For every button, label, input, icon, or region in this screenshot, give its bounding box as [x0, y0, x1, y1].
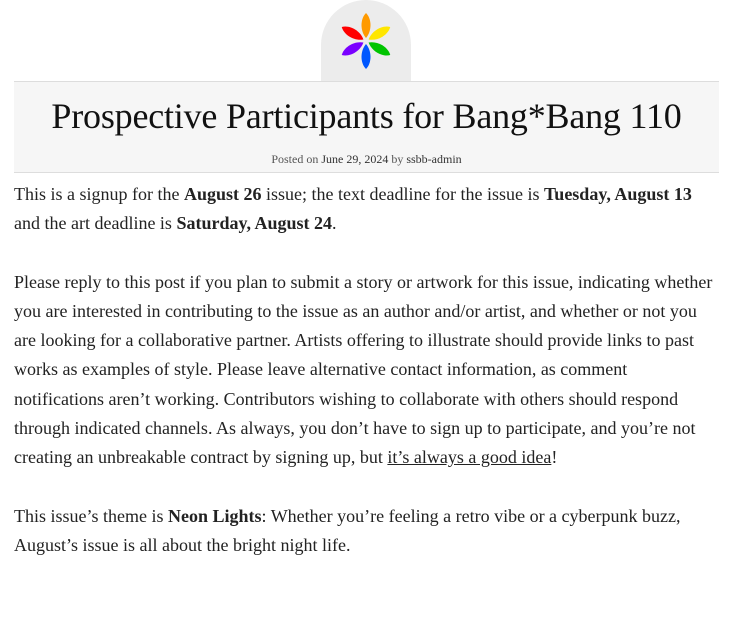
theme-name: Neon Lights [168, 505, 262, 526]
issue-date: August 26 [183, 184, 262, 204]
signup-paragraph [14, 180, 719, 239]
posted-on-label: Posted on [271, 152, 319, 166]
logo-petal [362, 44, 371, 69]
text: ! [551, 447, 558, 468]
good-idea-link[interactable]: it’s always a good idea [387, 447, 552, 468]
text: : Whether you’re feeling a retro vibe or a cyberpunk buzz, August’s issue is all about the bright night life. [14, 505, 681, 555]
by-label: by [391, 152, 404, 166]
text: . [332, 213, 337, 234]
text: issue; the text deadline for the issue is [261, 184, 544, 204]
text: and the art deadline is [14, 213, 177, 234]
post-header [14, 81, 719, 173]
text: Please reply to this post if you plan to submit a story or artwork for this issue, indicating whether you are interested in contributing to the issue as an author and/or artist, and whether or not you are looking for a collaborative partner. Artists offering to illustrate should provide links to past works as examples of style. Please leave alternative contact information, as comment notifications aren’t working. Contributors wishing to collaborate with others should respond through indicated channels. As always, you don’t have to sign up to participate, and you’re not creating an unbreakable contract by signing up, but [14, 271, 713, 468]
theme-paragraph [14, 502, 719, 561]
art-deadline: Saturday, August 24 [176, 213, 333, 234]
page-title: Prospective Participants for Bang*Bang 110 [51, 96, 682, 136]
flower-pinwheel-icon [335, 10, 397, 72]
post-date-link[interactable]: June 29, 2024 [321, 152, 389, 166]
site-logo[interactable] [321, 0, 411, 82]
text: This is a signup for the [14, 184, 184, 204]
text: This issue’s theme is [14, 505, 168, 526]
logo-petal [362, 13, 371, 38]
post-meta [14, 152, 719, 167]
text-deadline: Tuesday, August 13 [543, 184, 692, 204]
post-content [14, 180, 719, 589]
instructions-paragraph [14, 268, 719, 473]
author-link[interactable]: ssbb-admin [406, 152, 462, 166]
